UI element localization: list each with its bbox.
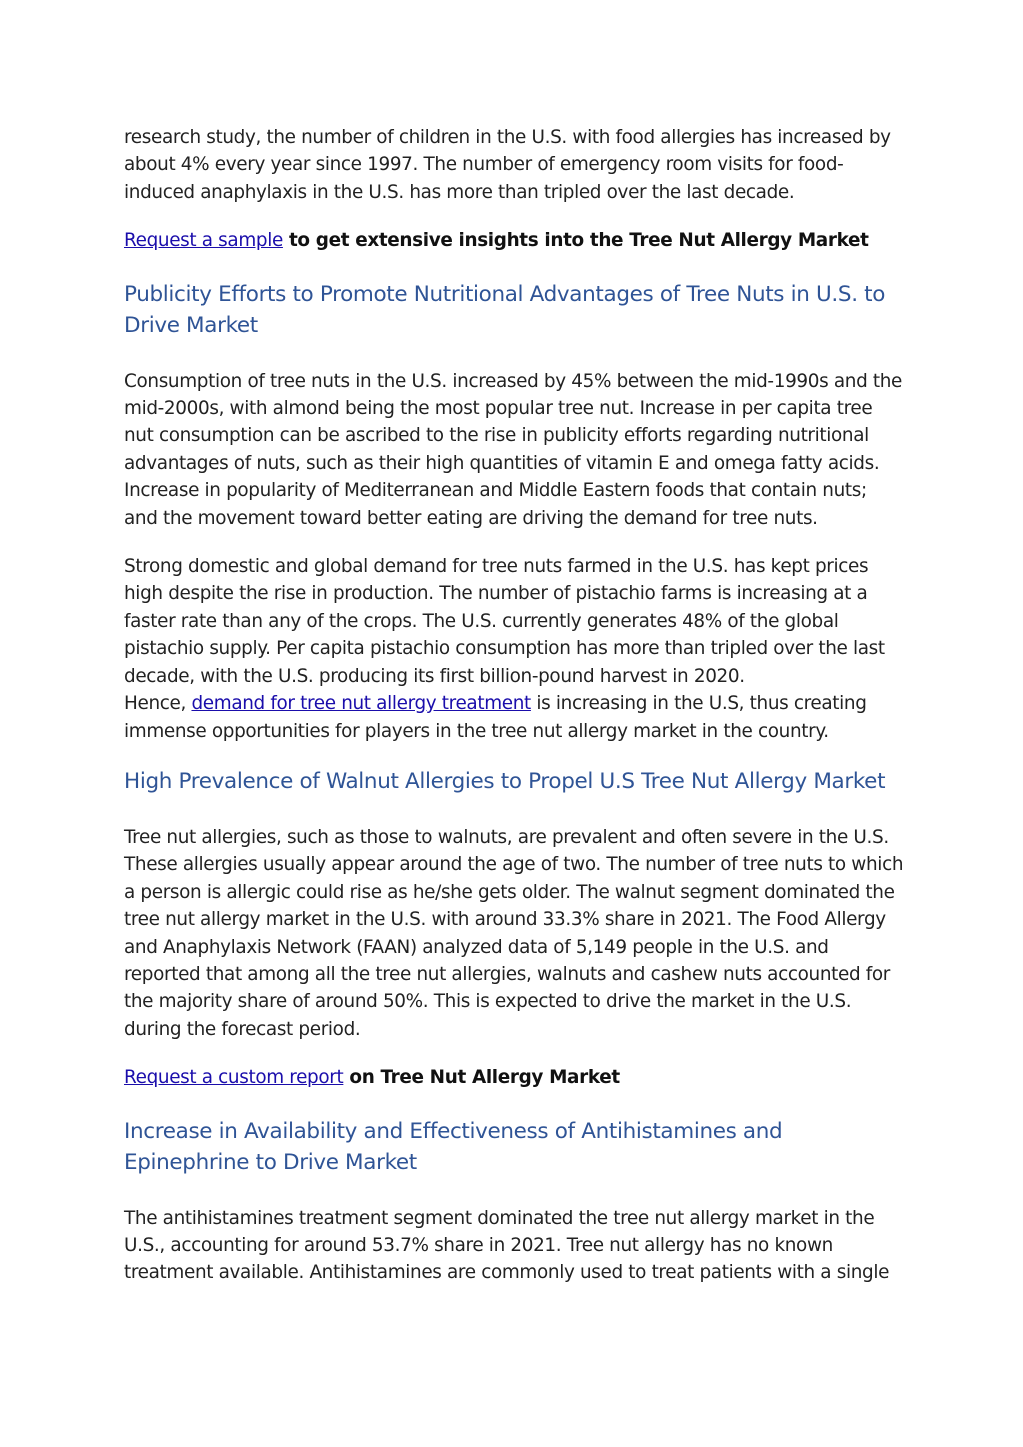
heading-publicity-efforts: Publicity Efforts to Promote Nutritional Advantages of Tree Nuts in U.S. to Drive Market xyxy=(124,281,886,338)
paragraph-demand-main: Strong domestic and global demand for tree nuts farmed in the U.S. has kept prices high despite the rise in production. The number of pistachio farms is increasing at a faster rate than any of the crops. The U.S. currently generates 48% of the global pistachio supply. Per capita pistachio consumption has more than tripled over the last decade, with the U.S. producing its first billion-pound harvest in 2020. xyxy=(124,556,885,687)
intro-paragraph: research study, the number of children in the U.S. with food allergies has increased by about 4% every year since 1997. The number of emergency room visits for food-induced anaphylaxis in the U.S. has more than tripled over the last decade. xyxy=(124,127,891,203)
paragraph-antihistamines: The antihistamines treatment segment dominated the tree nut allergy market in the U.S., accounting for around 53.7% share in 2021. Tree nut allergy has no known treatment available. Antihistamines are commonly used to treat patients with a single xyxy=(124,1207,890,1284)
custom-report-callout xyxy=(124,1064,904,1091)
request-sample-callout xyxy=(124,227,904,254)
demand-treatment-link[interactable]: demand for tree nut allergy treatment xyxy=(191,693,531,715)
paragraph-demand xyxy=(124,553,904,745)
custom-report-text: on Tree Nut Allergy Market xyxy=(343,1067,620,1089)
paragraph-consumption: Consumption of tree nuts in the U.S. increased by 45% between the mid-1990s and the mid-2000s, with almond being the most popular tree nut. Increase in per capita tree nut consumption can be ascribed to the rise in publicity efforts regarding nutritional advantages of nuts, such as their high quantities of vitamin E and omega fatty acids. Increase in popularity of Mediterranean and Middle Eastern foods that contain nuts; and the movement toward better eating are driving the demand for tree nuts. xyxy=(124,370,903,529)
paragraph-demand-lead: Hence, xyxy=(124,693,192,715)
article-body xyxy=(124,124,904,1308)
custom-report-link[interactable]: Request a custom report xyxy=(124,1067,344,1089)
paragraph-walnut: Tree nut allergies, such as those to walnuts, are prevalent and often severe in the U.S. These allergies usually appear around the age of two. The number of tree nuts to which a person is allergic could rise as he/she gets older. The walnut segment dominated the tree nut allergy market in the U.S. with around 33.3% share in 2021. The Food Allergy and Anaphylaxis Network (FAAN) analyzed data of 5,149 people in the U.S. and reported that among all the tree nut allergies, walnuts and cashew nuts accounted for the majority share of around 50%. This is expected to drive the market in the U.S. during the forecast period. xyxy=(124,826,904,1040)
request-sample-text: to get extensive insights into the Tree Nut Allergy Market xyxy=(282,230,869,252)
heading-antihistamines: Increase in Availability and Effectiveness of Antihistamines and Epinephrine to Drive Market xyxy=(124,1118,783,1175)
request-sample-link[interactable]: Request a sample xyxy=(124,230,283,252)
paragraph-demand-tail: is increasing in the U.S, thus creating immense opportunities for players in the tree nut allergy market in the country. xyxy=(124,693,867,742)
heading-walnut-allergies: High Prevalence of Walnut Allergies to Propel U.S Tree Nut Allergy Market xyxy=(124,768,886,794)
